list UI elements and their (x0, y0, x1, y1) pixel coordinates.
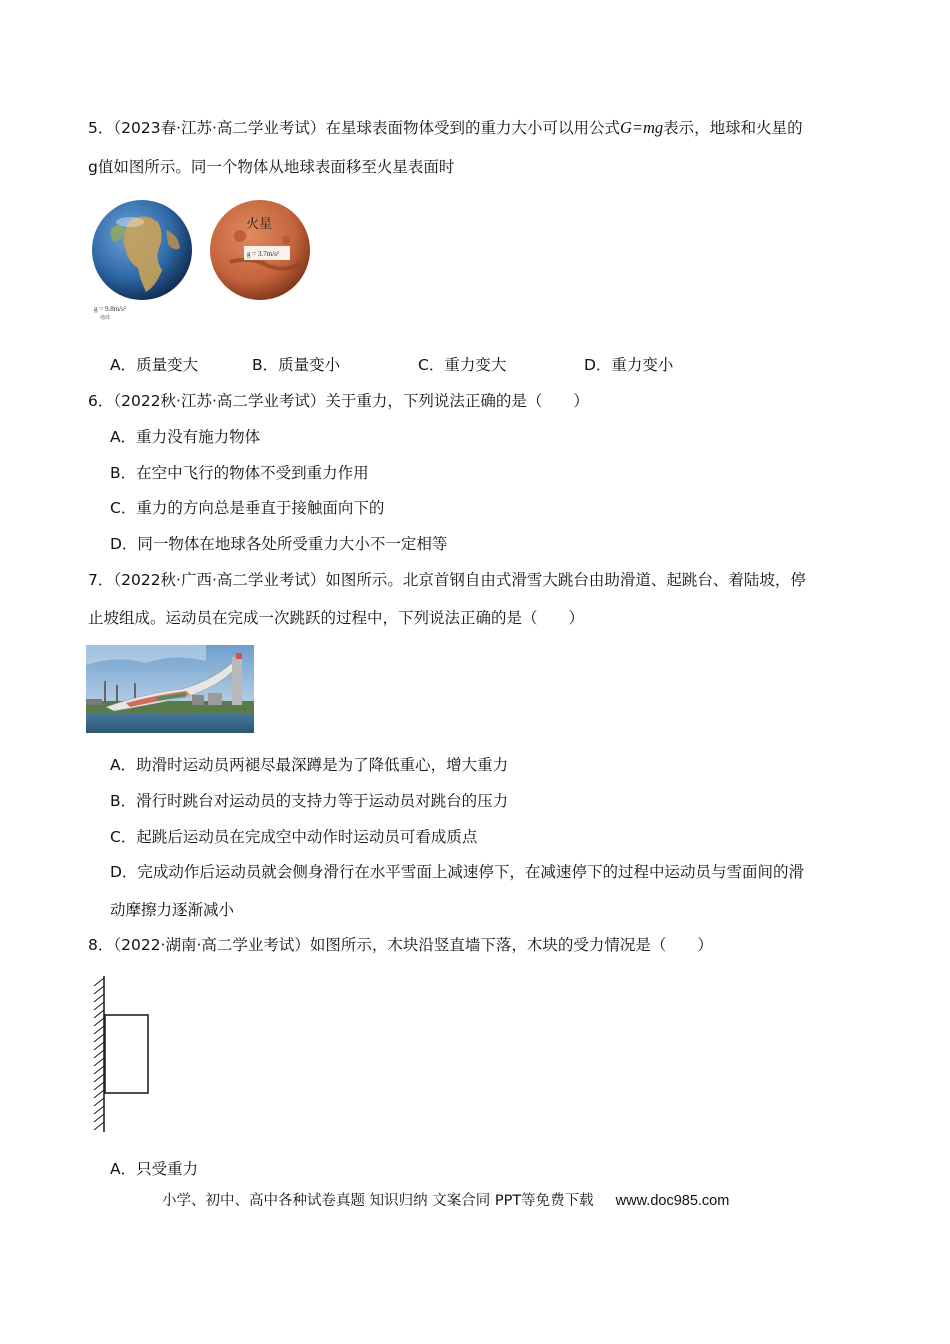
q5-option-a: A．质量变大 (110, 356, 199, 374)
earth-sub-label: 地球 (100, 315, 111, 321)
q8-option-a: A．只受重力 (110, 1160, 199, 1178)
wall-block-diagram (88, 972, 158, 1137)
q5-text-b: 表示，地球和火星的 (663, 119, 803, 137)
q5-option-b: B．质量变小 (252, 356, 341, 374)
q5-line-1 (88, 118, 803, 138)
earth-globe (92, 200, 192, 300)
q7-line-1: 7．（2022秋·广西·高二学业考试）如图所示。北京首钢自由式滑雪大跳台由助滑道、起跳台、着陆坡，停 (88, 571, 806, 589)
q5-option-c: C．重力变大 (418, 356, 507, 374)
q6-option-b: B．在空中飞行的物体不受到重力作用 (110, 464, 369, 482)
q5-option-d: D．重力变小 (584, 356, 674, 374)
q7-option-d: D．完成动作后运动员就会侧身滑行在水平雪面上减速停下，在减速停下的过程中运动员与雪面间的滑 (110, 863, 804, 881)
earth-mars-figure (90, 200, 320, 325)
q5-formula: G=mg (619, 118, 664, 137)
page-footer (162, 1191, 729, 1211)
footer-text: 小学、初中、高中各种试卷真题 知识归纳 文案合同 PPT等免费下载 (162, 1193, 594, 1209)
mars-g-label: g = 3.7m/s² (247, 250, 279, 258)
q7-option-b: B．滑行时跳台对运动员的支持力等于运动员对跳台的压力 (110, 792, 509, 810)
q5-line-2: g值如图所示。同一个物体从地球表面移至火星表面时 (88, 158, 455, 176)
q8-line-1: 8．（2022·湖南·高二学业考试）如图所示，木块沿竖直墙下落，木块的受力情况是（ ） (88, 936, 713, 954)
q6-line-1: 6．（2022秋·江苏·高二学业考试）关于重力，下列说法正确的是（ ） (88, 392, 589, 410)
q7-option-c: C．起跳后运动员在完成空中动作时运动员可看成质点 (110, 828, 478, 846)
q5-source: （2023春·江苏·高二学业考试） (113, 119, 326, 137)
q7-option-a: A．助滑时运动员两褪尽最深蹲是为了降低重心，增大重力 (110, 756, 509, 774)
wall-hatching (94, 978, 104, 1130)
q6-option-a: A．重力没有施力物体 (110, 428, 261, 446)
earth-g-label: g = 9.8m/s² (94, 305, 126, 313)
mars-sub-label: 火 (262, 259, 266, 264)
q7-option-d-cont: 动摩擦力逐渐减小 (110, 901, 235, 919)
q5-text-a: 在星球表面物体受到的重力大小可以用公式 (325, 119, 620, 137)
q6-option-d: D．同一物体在地球各处所受重力大小不一定相等 (110, 535, 448, 553)
footer-url[interactable]: www.doc985.com (615, 1193, 730, 1209)
ski-jump-photo (86, 645, 254, 733)
wooden-block (105, 1015, 148, 1093)
q5-number: 5． (88, 119, 114, 137)
q7-line-2: 止坡组成。运动员在完成一次跳跃的过程中，下列说法正确的是（ ） (88, 609, 585, 627)
mars-title: 火星 (246, 217, 273, 232)
q6-option-c: C．重力的方向总是垂直于接触面向下的 (110, 499, 385, 517)
